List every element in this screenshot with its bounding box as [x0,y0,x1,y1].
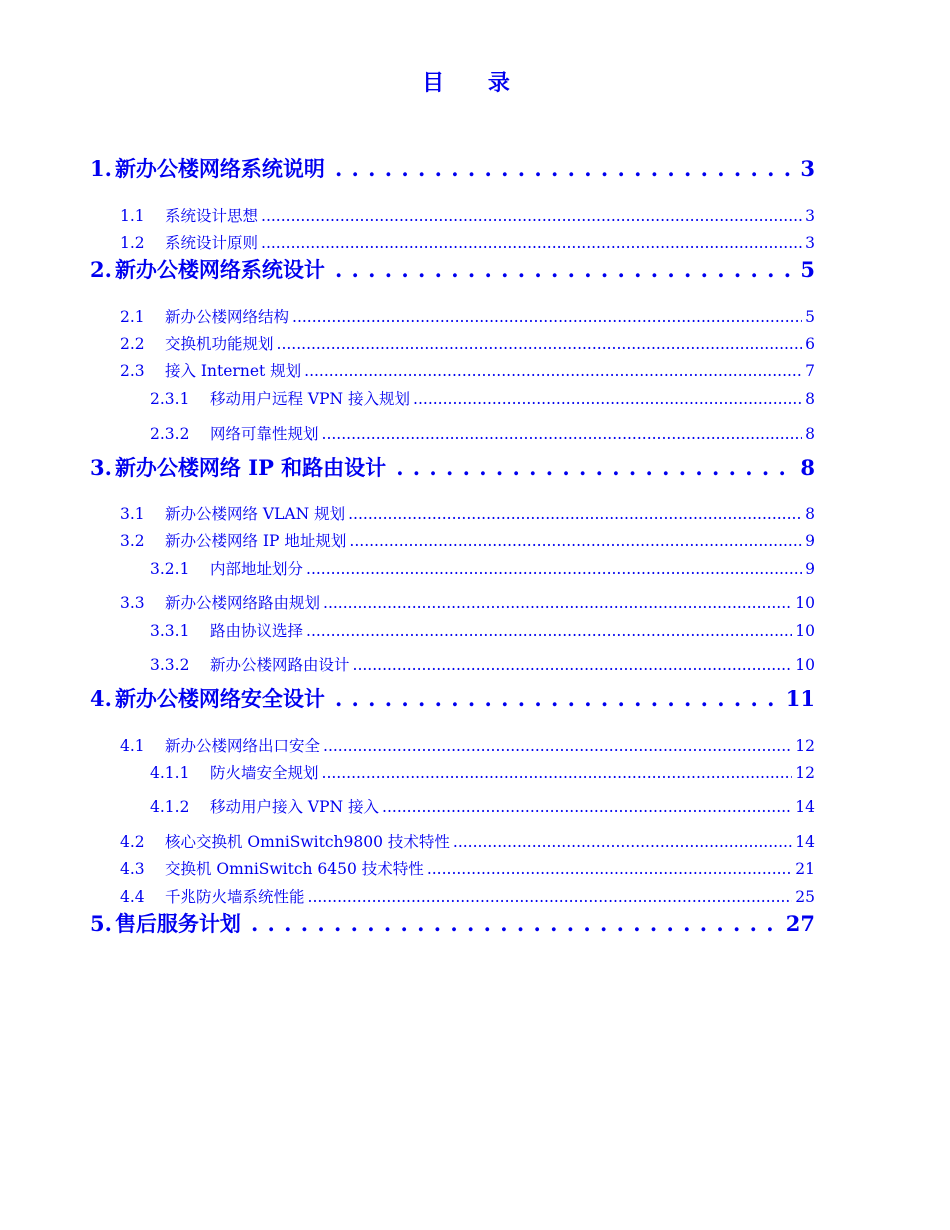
leader-dots [251,911,776,936]
page-number: 6 [805,335,815,353]
page-number: 21 [795,860,815,878]
toc-entry[interactable] [90,908,815,938]
section-number: 2.3.1 [150,390,190,408]
page-number: 12 [795,737,815,755]
section-number: 4.4 [120,888,145,906]
section-number: 2.2 [120,335,145,353]
section-number: 2. [90,257,112,282]
section-number: 3.3 [120,594,145,612]
section-number: 4.1.1 [150,764,190,782]
toc-entry[interactable] [120,591,815,613]
leader-dots [349,532,802,550]
toc-entry[interactable] [120,359,815,381]
leader-dots [396,455,790,480]
section-title: 新办公楼网络 VLAN 规划 [165,505,346,523]
toc-entry[interactable] [120,857,815,879]
page-number: 3 [800,156,815,181]
leader-dots [322,764,793,782]
leader-dots [323,594,792,612]
section-title: 新办公楼网络系统说明 [114,156,325,181]
section-number: 3. [90,455,112,480]
section-title: 交换机 OmniSwitch 6450 技术特性 [165,860,424,878]
page-number: 8 [805,505,815,523]
leader-dots [335,156,790,181]
section-title: 路由协议选择 [210,622,304,640]
page-number: 9 [805,560,815,578]
toc-entry[interactable] [90,153,815,183]
section-title: 系统设计原则 [165,234,259,252]
toc-entry[interactable] [120,305,815,327]
section-title: 交换机功能规划 [165,335,274,353]
toc-entry[interactable] [150,653,815,675]
leader-dots [323,737,792,755]
page-number: 8 [805,425,815,443]
toc-entry[interactable] [150,557,815,579]
toc-entry[interactable] [90,683,815,713]
section-title: 新办公楼网络系统设计 [114,257,325,282]
leader-dots [261,207,802,225]
section-title: 新办公楼网络安全设计 [114,686,325,711]
section-title: 移动用户接入 VPN 接入 [210,798,380,816]
page-number: 5 [805,308,815,326]
toc-entry[interactable] [150,761,815,783]
page-number: 11 [785,686,815,711]
section-number: 3.2.1 [150,560,190,578]
page-number: 7 [805,362,815,380]
toc-entry[interactable] [150,387,815,409]
section-title: 新办公楼网路由设计 [210,656,350,674]
section-number: 4.1 [120,737,145,755]
toc-entry[interactable] [120,332,815,354]
page-number: 8 [805,390,815,408]
leader-dots [353,656,793,674]
section-title: 防火墙安全规划 [210,764,319,782]
leader-dots [292,308,802,326]
leader-dots [427,860,792,878]
leader-dots [335,686,776,711]
section-number: 3.3.2 [150,656,190,674]
page-number: 10 [795,594,815,612]
page-number: 10 [795,622,815,640]
section-title: 新办公楼网络出口安全 [165,737,321,755]
section-title: 新办公楼网络 IP 和路由设计 [114,455,387,480]
toc-entry[interactable] [120,830,815,852]
section-number: 4.2 [120,833,145,851]
section-title: 内部地址划分 [210,560,304,578]
toc-entry[interactable] [150,795,815,817]
toc-entry[interactable] [120,734,815,756]
section-title: 新办公楼网络 IP 地址规划 [165,532,347,550]
page-number: 5 [800,257,815,282]
section-number: 3.3.1 [150,622,190,640]
page-number: 14 [795,833,815,851]
section-number: 4. [90,686,112,711]
leader-dots [306,622,792,640]
section-title: 售后服务计划 [114,911,241,936]
toc-entry[interactable] [90,452,815,482]
leader-dots [413,390,802,408]
toc-entry[interactable] [90,254,815,284]
section-title: 网络可靠性规划 [210,425,319,443]
toc-entry[interactable] [120,204,815,226]
page-number: 8 [800,455,815,480]
toc-entry[interactable] [120,529,815,551]
page-number: 12 [795,764,815,782]
leader-dots [308,888,793,906]
section-number: 1.2 [120,234,145,252]
leader-dots [277,335,803,353]
leader-dots [322,425,803,443]
section-number: 3.2 [120,532,145,550]
toc-entry[interactable] [120,231,815,253]
section-number: 4.3 [120,860,145,878]
leader-dots [335,257,790,282]
section-title: 接入 Internet 规划 [165,362,302,380]
section-title: 新办公楼网络路由规划 [165,594,321,612]
section-title: 千兆防火墙系统性能 [165,888,305,906]
section-number: 2.3.2 [150,425,190,443]
page-number: 25 [795,888,815,906]
toc-entry[interactable] [120,502,815,524]
section-number: 1. [90,156,112,181]
section-number: 2.1 [120,308,145,326]
section-title: 新办公楼网络结构 [165,308,290,326]
section-title: 系统设计思想 [165,207,259,225]
page-number: 3 [805,234,815,252]
section-number: 3.1 [120,505,145,523]
page-number: 10 [795,656,815,674]
leader-dots [453,833,792,851]
toc-title: 目 录 [422,70,528,96]
section-number: 1.1 [120,207,145,225]
toc-entry[interactable] [120,885,815,907]
section-number: 5. [90,911,112,936]
leader-dots [261,234,802,252]
section-title: 核心交换机 OmniSwitch9800 技术特性 [165,833,450,851]
toc-entry[interactable] [150,619,815,641]
leader-dots [348,505,802,523]
section-title: 移动用户远程 VPN 接入规划 [210,390,411,408]
page-number: 3 [805,207,815,225]
leader-dots [304,362,802,380]
page-number: 14 [795,798,815,816]
toc-entry[interactable] [150,422,815,444]
section-number: 2.3 [120,362,145,380]
page-number: 27 [785,911,815,936]
page-number: 9 [805,532,815,550]
section-number: 4.1.2 [150,798,190,816]
leader-dots [382,798,792,816]
leader-dots [306,560,802,578]
